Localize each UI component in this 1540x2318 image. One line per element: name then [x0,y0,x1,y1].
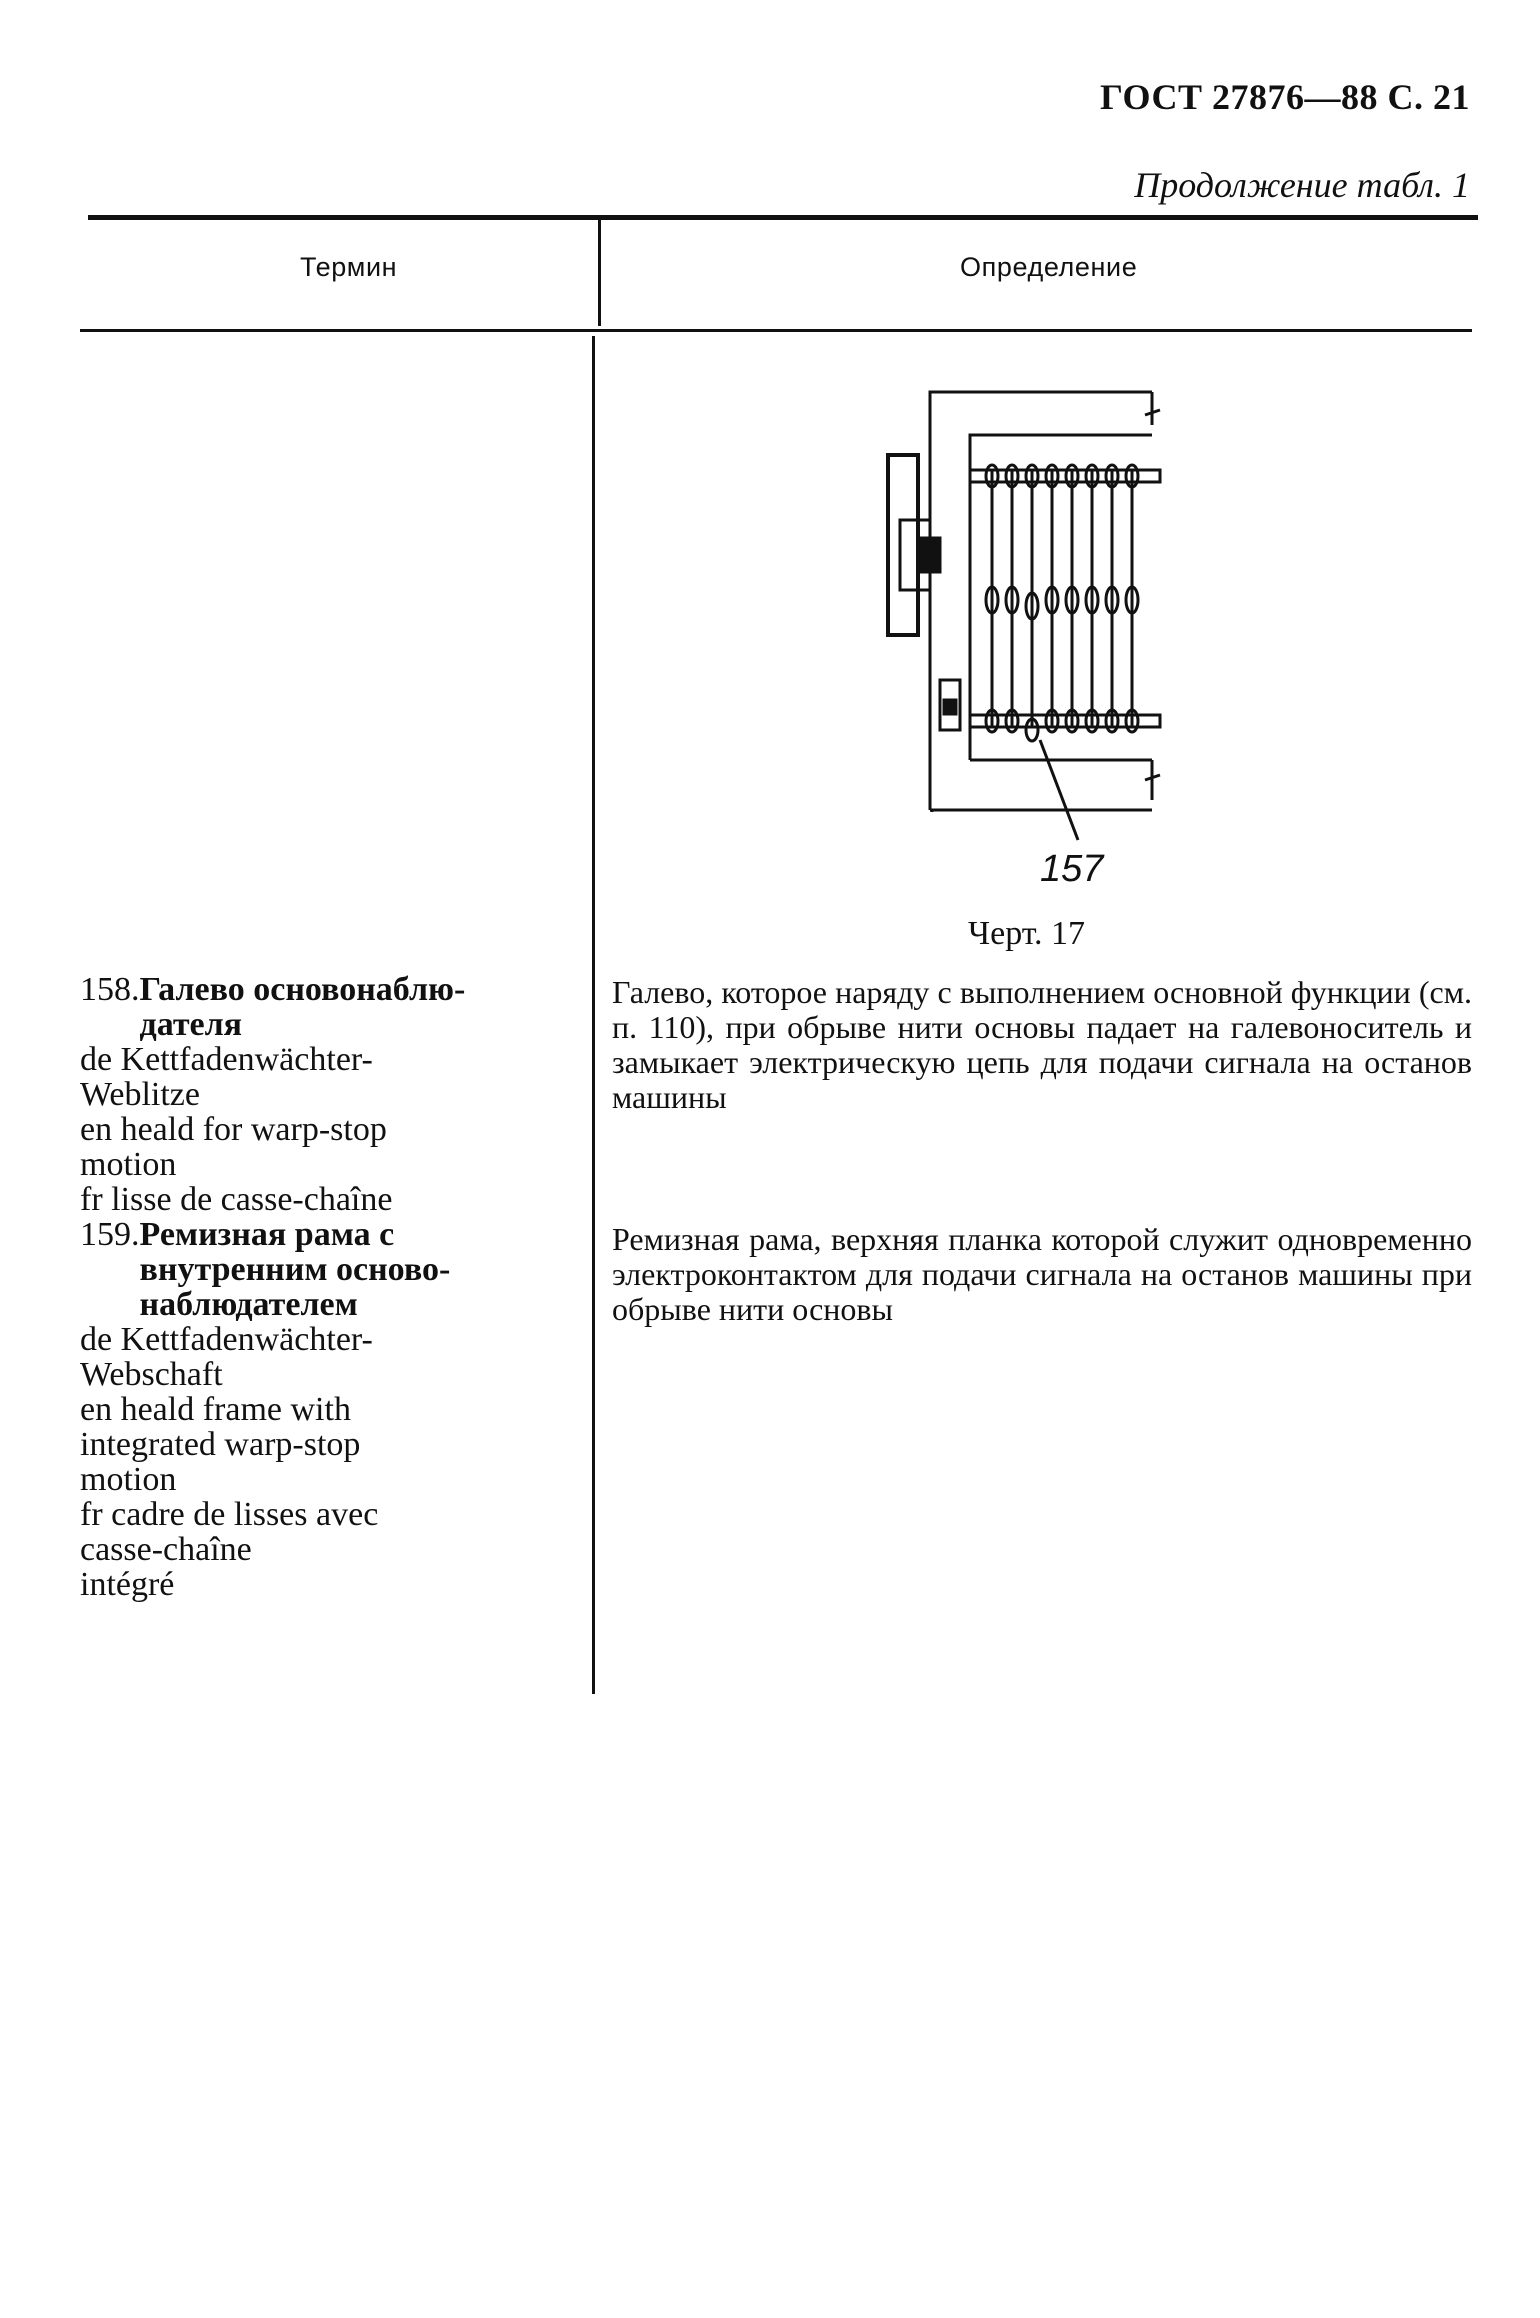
term-title [140,972,571,1042]
table-top-rule [88,215,1478,220]
column-header-term: Термин [300,252,398,282]
term-translation-line: casse-chaîne [80,1531,252,1568]
term-translation-line: motion [80,1146,177,1183]
figure-callout-label: 157 [1040,848,1104,890]
term-title-line: наблюдателем [139,1286,358,1323]
table-header-rule [80,329,1472,332]
table-continuation-label: Продолжение табл. 1 [1134,165,1470,205]
term-translation-line: de Kettfadenwächter- [80,1321,373,1358]
term-heading [80,972,570,1042]
term-translation-line: de Kettfadenwächter- [80,1041,373,1078]
term-entry-159 [80,1217,570,1602]
figure-caption: Черт. 17 [968,915,1086,952]
term-title-line: Галево основонаблю- [139,971,466,1008]
term-heading [80,1217,570,1322]
column-divider-header [598,220,601,326]
term-title [140,1217,571,1322]
term-translation-line: fr lisse de casse-chaîne [80,1181,393,1218]
term-translation-line: en heald for warp-stop [80,1111,387,1148]
term-entry-158 [80,972,570,1217]
term-title-line: дателя [139,1006,243,1043]
definition-158: Галево, которое наряду с выполнением основной функции (см. п. 110), при обрыве нити основы падает на галевоноситель и замыкает электрическую цепь для подачи сигнала на останов машины [612,974,1472,1115]
term-title-line: внутренним осново- [139,1251,451,1288]
definition-159: Ремизная рама, верхняя планка которой служит одновременно электроконтактом для подачи сигнала на останов машины при обрыве нити основы [612,1221,1472,1327]
term-translation-line: integrated warp-stop [80,1426,361,1463]
term-translation-line: en heald frame with [80,1391,351,1428]
column-divider-body [592,336,595,1694]
term-translation-line: intégré [80,1566,175,1603]
heald-frame-figure [860,370,1190,850]
term-number: 158. [80,971,140,1008]
column-header-definition: Определение [960,252,1138,282]
term-translation-line: fr cadre de lisses avec [80,1496,379,1533]
term-translation-line: motion [80,1461,177,1498]
term-number: 159. [80,1216,140,1253]
term-translation-line: Weblitze [80,1076,200,1113]
term-translation-line: Webschaft [80,1356,223,1393]
term-title-line: Ремизная рама с [139,1216,395,1253]
page-header-standard: ГОСТ 27876—88 С. 21 [1100,77,1470,117]
